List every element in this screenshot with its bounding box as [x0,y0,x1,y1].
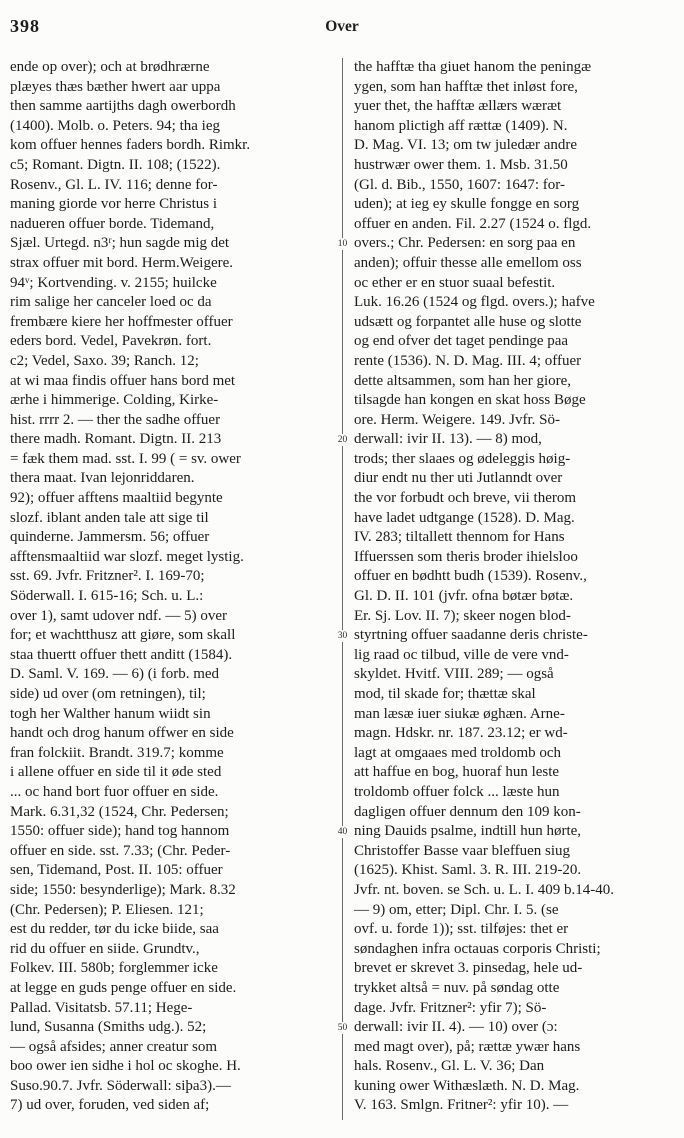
text-line: Rosenv., Gl. L. IV. 116; denne for- [10,176,218,193]
column-divider-rule [342,58,343,1120]
gutter-line-number: 50 [333,1022,352,1034]
text-line: skyldet. Hvitf. VIII. 289; — også [354,666,554,683]
text-line: fran folckiit. Brandt. 319.7; komme [10,744,224,761]
text-line: — også afsides; anner creatur som [10,1038,218,1055]
text-line: (Chr. Pedersen); P. Eliesen. 121; [10,901,204,918]
text-line: maning giorde vor herre Christus i [10,196,218,213]
text-line: brevet er skrevet 3. pinsedag, hele ud- [354,960,583,977]
text-line: trods; ther slaaes og ødeleggis høig- [354,450,571,467]
text-line: Er. Sj. Lov. II. 7); skeer nogen blod- [354,607,571,624]
text-line: = fæk them mad. sst. I. 99 ( = sv. ower [10,450,241,467]
text-line: anden); offuir thesse alle emellom oss [354,254,582,271]
text-line: Mark. 6.31,32 (1524, Chr. Pedersen; [10,803,229,820]
text-line: Gl. D. II. 101 (jvfr. ofna bøtær bøtæ. [354,588,574,605]
text-line: styrtning offuer saadanne deris christe- [354,627,588,644]
text-line: Suso.90.7. Jvfr. Söderwall: siþa3).— [10,1077,231,1094]
text-line: est du redder, tør du icke biide, saa [10,921,219,938]
text-line: rim salige her canceler loed oc da [10,294,212,311]
text-line: offuer en side. sst. 7.33; (Chr. Peder- [10,842,231,859]
text-line: — 9) om, etter; Dipl. Chr. I. 5. (se [354,901,559,918]
text-line: ærhe i himmerige. Colding, Kirke- [10,392,219,409]
text-line: rente (1536). N. D. Mag. III. 4; offuer [354,352,582,369]
text-line: Jvfr. nt. boven. se Sch. u. L. I. 409 b.14-40. [354,881,614,898]
text-line: side) ud over (om retningen), til; [10,686,206,702]
text-line: ning Dauids psalme, indtill hun hørte, [354,823,582,840]
text-line: 7) ud over, foruden, ved siden af; [10,1097,210,1114]
text-line: at wi maa findis offuer hans bord met [10,372,236,389]
text-line: og end ofver det taget pendinge paa [354,333,569,350]
text-line: hanom plictigh aff rættæ (1409). N. [354,117,568,134]
text-line: there madh. Romant. Digtn. II. 213 [10,431,222,448]
text-line: staa thuertt offuer thett anditt (1584). [10,646,233,663]
text-line: kuning ower Withæslæth. N. D. Mag. [354,1077,580,1094]
text-line: plæyes thæs bæther hwert aar uppa [10,78,221,95]
text-line: boo ower ien sidhe i hol oc skoghe. H. [10,1058,241,1075]
text-line: tilsagde han kongen en skat hoss Bøge [354,392,586,409]
text-line: D. Saml. V. 169. — 6) (i forb. med [10,666,220,683]
text-line: yuer thet, the hafftæ ællærs wæræt [354,98,562,115]
text-line: derwall: ivir II. 13). — 8) mod, [354,431,542,448]
left-column [10,58,332,1116]
text-line: 92); offuer afftens maaltiid begynte [10,490,223,507]
text-line: frembære kiere her hoffmester offuer [10,313,233,330]
text-line: udsætt og forpantet alle huse og slotte [354,313,582,330]
text-line: uden); at ieg ey skulle fongge en sorg [354,196,580,213]
right-column [354,58,674,1116]
text-line: handt och drog hanum offwer en side [10,725,234,742]
text-line: ende op over); och at brødhrærne [10,59,210,75]
text-line: IV. 283; tiltallett thennom for Hans [354,529,565,546]
text-line: togh her Walther hanum wiidt sin [10,705,211,722]
text-line: ... oc hand bort fuor offuer en side. [10,783,219,800]
text-line: (1625). Khist. Saml. 3. R. III. 219-20. [354,862,582,879]
text-line: dage. Jvfr. Fritzner²: yfir 7); Sö- [354,999,547,1016]
text-line: dette altsammen, som han her giore, [354,372,572,389]
text-line: 94ᵛ; Kortvending. v. 2155; huilcke [10,274,217,291]
text-line: Sjæl. Urtegd. n3ʳ; hun sagde mig det [10,235,230,252]
text-line: Folkev. III. 580b; forglemmer icke [10,960,218,977]
text-line: at legge en guds penge offuer en side. [10,979,237,996]
text-line: ore. Herm. Weigere. 149. Jvfr. Sö- [354,411,560,428]
text-line: trykket altså = nuv. på søndag otte [354,979,560,996]
text-line: Iffuerssen som theris broder ihielsloo [354,548,578,565]
text-line: magn. Hdskr. nr. 187. 23.12; er wd- [354,725,568,742]
text-line: V. 163. Smlgn. Fritner²: yfir 10). — [354,1097,569,1114]
text-line: for; et wachtthusz att giøre, som skall [10,627,236,644]
text-line: lig raad oc tilbud, ville de vere vnd- [354,646,569,663]
gutter-line-number: 10 [333,238,352,250]
text-line: afftensmaaltiid war slozf. meget lystig. [10,548,244,565]
text-line: kom offuer hennes faders bordh. Rimkr. [10,137,251,154]
text-line: i allene offuer en side til it øde sted [10,764,222,781]
text-line: (1400). Molb. o. Peters. 94; tha ieg [10,117,220,134]
text-line: Söderwall. I. 615-16; Sch. u. L.: [10,588,204,605]
text-line: offuer en anden. Fil. 2.27 (1524 o. flgd. [354,215,592,232]
text-line: quinderne. Jammersm. 56; offuer [10,529,210,546]
text-line: oc ether er en stuor suaal befestit. [354,274,556,291]
gutter-line-number: 20 [333,434,352,446]
text-line: sen, Tidemand, Post. II. 105: offuer [10,862,223,879]
text-line: the vor forbudt och breve, vii therom [354,490,577,507]
running-head-title: Over [325,18,359,35]
text-line: side; 1550: besynderlige); Mark. 8.32 [10,881,236,898]
text-line: ovf. u. forde 1)); sst. tilføjes: thet er [354,921,569,938]
text-line: Luk. 16.26 (1524 og flgd. overs.); hafve [354,294,595,311]
text-line: diur endt nu ther uti Jutlanndt over [354,470,563,487]
text-line: slozf. iblant anden tale att sige til [10,509,209,526]
text-line: nadueren offuer borde. Tidemand, [10,215,215,232]
text-line: c2; Vedel, Saxo. 39; Ranch. 12; [10,352,199,369]
text-line: derwall: ivir II. 4). — 10) over (ɔ: [354,1019,558,1036]
text-line: hustrwær ower them. 1. Msb. 31.50 [354,156,568,173]
text-line: then samme aartijths dagh owerbordh [10,98,236,115]
text-line: c5; Romant. Digtn. II. 108; (1522). [10,156,221,173]
text-line: med magt over), på; rættæ ywær hans [354,1038,581,1055]
text-line: lagt at omgaaes med troldomb och [354,744,562,761]
text-line: over 1), samt udover ndf. — 5) over [10,607,228,624]
text-line: ygen, som han hafftæ thet inløst fore, [354,78,578,95]
text-line: overs.; Chr. Pedersen: en sorg paa en [354,235,576,252]
gutter-line-number: 40 [333,826,352,838]
text-line: Pallad. Visitatsb. 57.11; Hege- [10,999,193,1016]
text-line: man læsæ iuer siukæ øghæn. Arne- [354,705,565,722]
text-line: hals. Rosenv., Gl. L. V. 36; Dan [354,1058,545,1075]
text-line: rid du offuer en siide. Grundtv., [10,940,200,957]
text-line: 1550: offuer side); hand tog hannom [10,823,230,840]
text-line: strax offuer mit bord. Herm.Weigere. [10,254,234,271]
text-line: mod, til skade for; thættæ skal [354,686,536,702]
text-line: Christoffer Basse vaar bleffuen siug [354,842,571,859]
text-line: dagligen offuer dennum den 109 kon- [354,803,581,820]
text-line: att haffue en bog, huoraf hun leste [354,764,560,781]
page-header [0,16,684,42]
text-line: thera maat. Ivan lejonriddaren. [10,470,195,487]
text-line: (Gl. d. Bib., 1550, 1607: 1647: for- [354,176,565,193]
text-line: offuer en bødhtt budh (1539). Rosenv., [354,568,587,585]
text-line: hist. rrrr 2. — ther the sadhe offuer [10,411,221,428]
page-number: 398 [10,16,40,36]
text-line: D. Mag. VI. 13; om tw juledær andre [354,137,578,154]
text-line: søndaghen infra octauas corporis Christi; [354,940,601,957]
text-line: eders bord. Vedel, Pavekrøn. fort. [10,333,212,350]
text-line: the hafftæ tha giuet hanom the peningæ [354,59,592,75]
text-line: sst. 69. Jvfr. Fritzner². I. 169-70; [10,568,205,585]
text-line: have ladet udtgange (1528). D. Mag. [354,509,575,526]
gutter-line-number: 30 [333,630,352,642]
text-line: troldomb offuer folck ... læste hun [354,783,560,800]
text-line: lund, Susanna (Smiths udg.). 52; [10,1019,207,1036]
